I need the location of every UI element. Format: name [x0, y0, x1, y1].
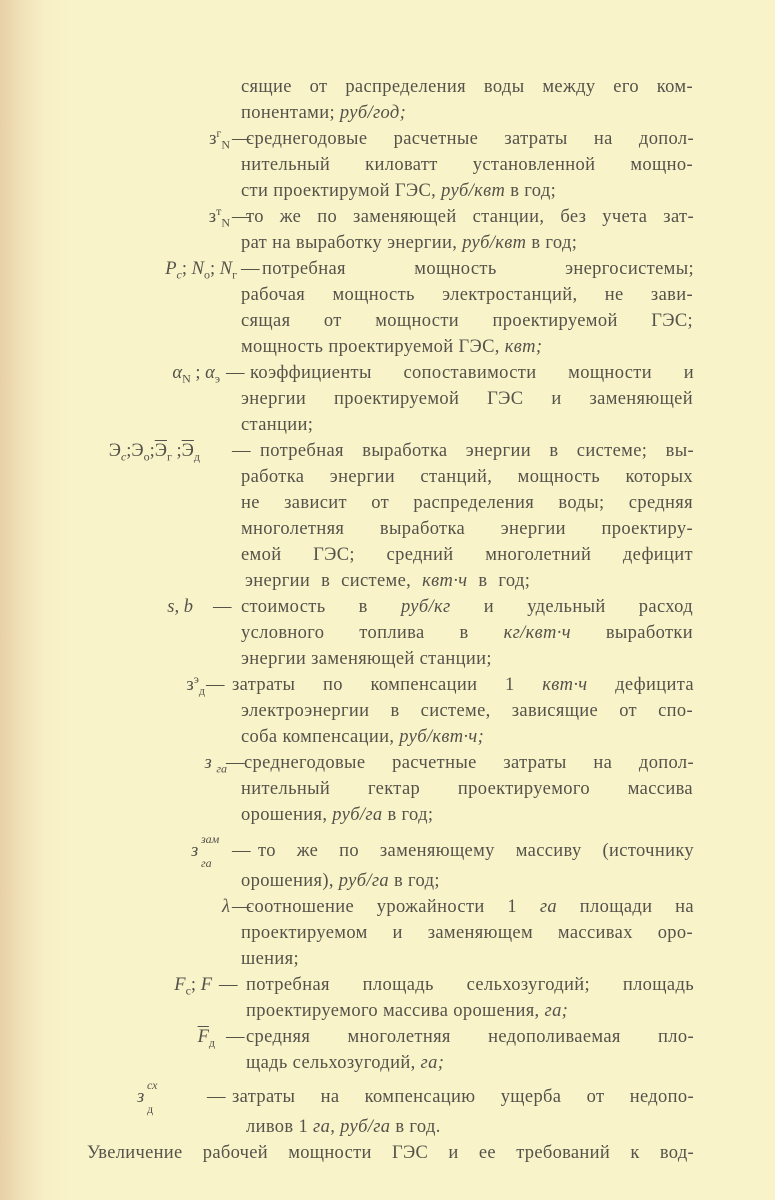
text-line: многолетняя выработка энергии проектиру- [241, 519, 693, 539]
text-line: нительный киловатт установленной мощно- [241, 155, 693, 175]
text-line: станции; [241, 415, 314, 435]
text-line: затраты по компенсации 1 квт·ч дефицита [232, 675, 694, 695]
text-line: щадь сельхозугодий, га; [246, 1053, 445, 1073]
unit-italic: руб/кг [400, 597, 451, 617]
unit-italic: руб/квт·ч; [399, 727, 485, 747]
symbol-z-zam-ga: з зам га [191, 832, 220, 870]
symbol-s-b: s, b [167, 597, 193, 617]
unit-italic: квт·ч [422, 571, 468, 591]
text-line: рабочая мощность электростанций, не зави- [241, 285, 693, 305]
em-dash: — [226, 363, 245, 383]
em-dash: — [232, 897, 251, 917]
text-line: то же по заменяющей станции, без учета зат- [246, 207, 694, 227]
unit-italic: руб/га [332, 805, 383, 825]
text-line: сти проектирумой ГЭС, руб/квт в год; [241, 181, 557, 201]
text-line: орошения), руб/га в год; [241, 871, 440, 891]
unit-italic: квт·ч [542, 675, 588, 695]
em-dash: — [226, 1027, 245, 1047]
text-line: условного топлива в кг/квт·ч выработки [241, 623, 693, 643]
symbol-z-e-d: $з^э_д$ [186, 671, 205, 698]
symbol-lambda: λ [221, 897, 230, 917]
em-dash: — [226, 753, 245, 773]
text-line: электроэнергии в системе, зависящие от спо- [241, 701, 693, 721]
text-line: сящие от распределения воды между его ком- [241, 77, 693, 97]
symbol-Pc-No-Ng: $P_c$; $N_о$; $N_г$ [165, 259, 237, 282]
unit-italic: га [539, 897, 557, 917]
text-line: орошения, руб/га в год; [241, 805, 434, 825]
text-line: работка энергии станций, мощность которых [241, 467, 693, 487]
text-line: не зависит от распределения воды; средняя [241, 493, 693, 513]
text-line: соотношение урожайности 1 га площади на [246, 897, 694, 917]
text-line: проектируемом и заменяющем массивах оро- [241, 923, 693, 943]
symbol-z-sx-d: з сх д [137, 1078, 158, 1116]
em-dash: — [219, 975, 238, 995]
em-dash: — [232, 129, 251, 149]
em-dash: — [207, 1087, 226, 1107]
text-line: емой ГЭС; средний многолетний дефицит [241, 545, 693, 565]
text-line: нительный гектар проектируемого массива [241, 779, 693, 799]
symbol-Fc-F: $F_c$; F [174, 975, 212, 998]
unit-italic: руб/га [338, 871, 390, 891]
text-line: рат на выработку энергии, руб/квт в год; [241, 233, 578, 253]
text-line: коэффициенты сопоставимости мощности и [250, 363, 694, 383]
symbol-z-ga: з $_{га}$ [204, 753, 227, 776]
em-dash: — [232, 441, 251, 461]
text-line: стоимость в руб/кг и удельный расход [241, 597, 693, 617]
unit-italic: руб/год; [339, 103, 407, 123]
text-line: соба компенсации, руб/квт·ч; [241, 727, 485, 747]
text-line: ливов 1 га, руб/га в год. [246, 1117, 441, 1137]
symbol-E-c-o-g-d: $Э_c;Э_о;Э_г$ $;Э_д$ [108, 441, 200, 464]
text-line: то же по заменяющему массиву (источнику [258, 841, 694, 861]
unit-italic: га, руб/га [313, 1117, 391, 1137]
em-dash: — [232, 207, 251, 227]
text-line: среднегодовые расчетные затраты на допол- [246, 129, 694, 149]
unit-italic: руб/квт [462, 233, 527, 253]
em-dash: — [213, 597, 232, 617]
text-line: среднегодовые расчетные затраты на допол- [244, 753, 694, 773]
symbol-z-g-N: $з^г_N$ [209, 125, 230, 152]
em-dash: — [232, 841, 251, 861]
text-line: энергии в системе, квт·ч в год; [245, 571, 531, 591]
text-line: затраты на компенсацию ущерба от недопо- [232, 1087, 694, 1107]
text-line: шения; [241, 949, 300, 969]
symbol-alpha-N-alpha-e: $\alpha_N$ ; $\alpha_э$ [172, 363, 220, 386]
symbol-F-bar-d: $\overline{F}_д$ [197, 1027, 215, 1050]
text-line: сящая от мощности проектируемой ГЭС; [241, 311, 693, 331]
text-line: потребная мощность энергосистемы; [262, 259, 694, 279]
unit-italic: квт; [504, 337, 543, 357]
unit-italic: руб/квт [441, 181, 506, 201]
em-dash: — [206, 675, 225, 695]
unit-italic: га; [420, 1053, 445, 1073]
text-span: понентами; [241, 103, 340, 123]
text-line: средняя многолетняя недополиваемая пло- [246, 1027, 694, 1047]
unit-italic: кг/квт·ч [503, 623, 571, 643]
symbol-z-t-N: $з^т_N$ [208, 203, 230, 230]
text-line: мощность проектируемой ГЭС, квт; [241, 337, 543, 357]
unit-italic: га; [544, 1001, 569, 1021]
paragraph-start: Увеличение рабочей мощности ГЭС и ее требований к вод- [87, 1143, 694, 1163]
text-line: потребная выработка энергии в системе; вы- [260, 441, 694, 461]
text-line: потребная площадь сельхозугодий; площадь [246, 975, 694, 995]
text-line: проектируемого массива орошения, га; [246, 1001, 569, 1021]
text-line: энергии заменяющей станции; [241, 649, 492, 669]
text-line [241, 100, 693, 126]
em-dash: — [241, 259, 260, 279]
text-line: энергии проектируемой ГЭС и заменяющей [241, 389, 693, 409]
